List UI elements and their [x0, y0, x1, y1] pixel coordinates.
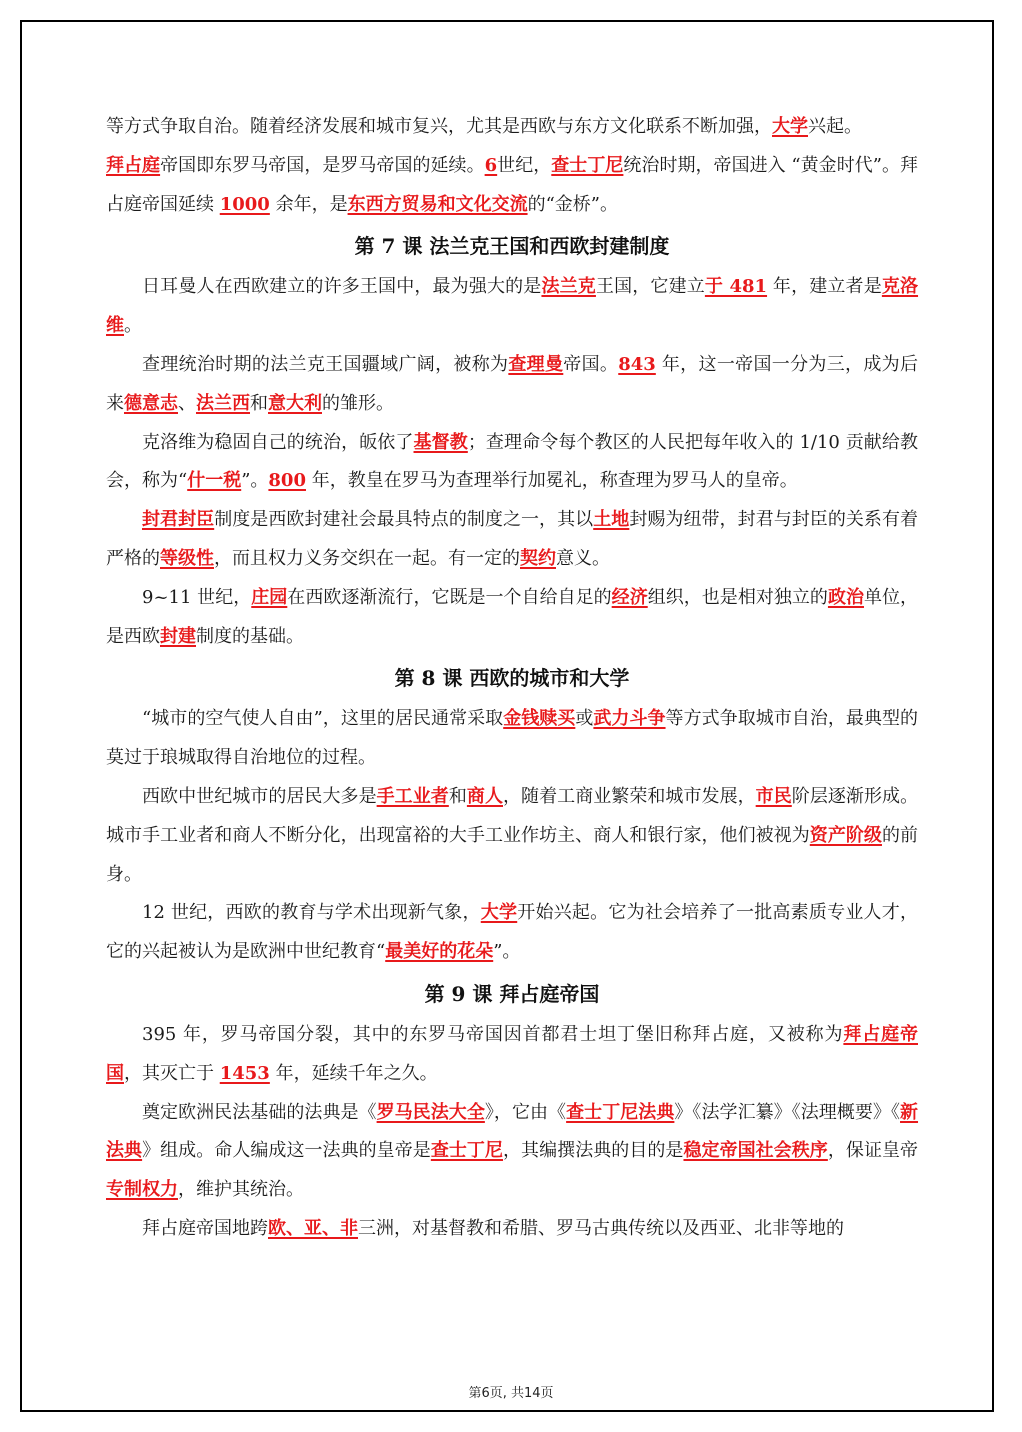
text-run: 西欧中世纪城市的居民大多是: [142, 785, 377, 807]
text-run: 制度是西欧封建社会最具特点的制度之一，其以: [214, 509, 594, 531]
key-term: 1000: [219, 193, 270, 215]
text-run: 统治时期，帝国进入 “黄金时代”。拜占庭帝国延续: [106, 154, 919, 215]
key-term: 罗马民法大全: [376, 1101, 485, 1123]
text-run: 开始兴起。它为社会培养了一批高素质专业人才，它的兴起被认为是欧洲中世纪教育“: [106, 902, 919, 963]
text-run: 和: [448, 785, 467, 807]
paragraph: [106, 346, 918, 424]
paragraph: [106, 579, 918, 657]
text-run: 年，延续千年之久。: [269, 1062, 438, 1084]
text-run: ，随着工商业繁荣和城市发展，: [503, 785, 756, 807]
text-run: 》组成。命人编成这一法典的皇帝是: [142, 1140, 431, 1162]
key-term: 等级性: [160, 547, 214, 569]
text-run: 的“金桥”。: [527, 193, 618, 215]
text-run: 。: [124, 315, 142, 337]
text-run: 日耳曼人在西欧建立的许多王国中，最为强大的是: [142, 276, 542, 298]
document-body: [106, 108, 918, 1249]
paragraph: [106, 1016, 918, 1094]
key-term: 什一税: [187, 470, 242, 492]
key-term: 封君封臣: [142, 509, 215, 531]
text-run: 在西欧逐渐流行，它既是一个自给自足的: [287, 586, 612, 608]
paragraph: [106, 268, 918, 346]
key-term: 最美好的花朵: [385, 941, 494, 963]
text-run: ，保证皇帝: [827, 1140, 919, 1162]
text-run: 帝国即东罗马帝国，是罗马帝国的延续。: [160, 154, 485, 176]
key-term: 800: [268, 470, 306, 492]
text-run: 的雏形。: [322, 392, 394, 414]
text-run: ，维护其统治。: [178, 1179, 304, 1201]
key-term: 于 481: [704, 276, 768, 298]
key-term: 查理曼: [508, 353, 564, 375]
key-term: 土地: [593, 509, 630, 531]
paragraph: [106, 501, 918, 579]
text-run: 12 世纪，西欧的教育与学术出现新气象，: [142, 902, 481, 924]
text-run: ；查理命令每个教区的人民把每年收入的 1/10 贡献给教会，称为“: [106, 431, 919, 492]
text-run: 单位，是西欧: [106, 586, 919, 647]
text-run: ，其灭亡于: [124, 1062, 220, 1084]
key-term: 市民: [755, 785, 792, 807]
key-term: 资产阶级: [809, 824, 882, 846]
key-term: 1453: [219, 1062, 270, 1084]
text-run: 年，教皇在罗马为查理举行加冕礼，称查理为罗马人的皇帝。: [305, 470, 798, 492]
paragraph: [106, 1210, 918, 1249]
key-term: 金钱赎买: [503, 708, 576, 730]
text-run: 》，它由《: [484, 1101, 567, 1123]
text-run: ”。: [241, 470, 269, 492]
text-run: 拜占庭帝国地跨: [142, 1217, 268, 1239]
text-run: 封赐为纽带，封君与封臣的关系有着严格的: [106, 509, 919, 569]
key-term: 政治: [827, 586, 864, 608]
text-run: 奠定欧洲民法基础的法典是《: [142, 1101, 377, 1123]
key-term: 意大利: [268, 392, 322, 414]
text-run: 帝国。: [563, 353, 619, 375]
text-run: ，而且权力义务交织在一起。有一定的: [214, 547, 520, 569]
page-footer: 第6页, 共14页: [468, 1386, 554, 1401]
text-run: 王国，它建立: [595, 276, 705, 298]
key-term: 法兰西: [196, 392, 250, 414]
text-run: “城市的空气使人自由”，这里的居民通常采取: [142, 708, 504, 730]
key-term: 新法典: [106, 1101, 919, 1162]
text-run: 、: [178, 392, 196, 414]
key-term: 专制权力: [106, 1179, 178, 1201]
key-term: 东西方贸易和文化交流: [347, 193, 528, 215]
key-term: 查士丁尼: [551, 154, 624, 176]
key-term: 查士丁尼法典: [566, 1101, 675, 1123]
text-run: 兴起。: [808, 116, 862, 137]
text-run: 等方式争取自治。随着经济发展和城市复兴，尤其是西欧与东方文化联系不断加强，: [106, 116, 772, 137]
key-term: 封建: [160, 625, 196, 647]
paragraph: [106, 108, 918, 147]
text-run: 9~11 世纪，: [142, 586, 252, 608]
lesson-heading: 第 8 课 西欧的城市和大学: [394, 666, 630, 691]
text-run: 》《法学汇纂》《法理概要》《: [674, 1101, 901, 1123]
key-term: 法兰克: [541, 276, 596, 298]
text-run: 意义。: [556, 547, 610, 569]
key-term: 武力斗争: [593, 708, 666, 730]
key-term: 6: [484, 154, 498, 176]
paragraph: [106, 1094, 918, 1210]
key-term: 经济: [611, 586, 648, 608]
key-term: 克洛维: [106, 276, 919, 337]
text-run: 三洲，对基督教和希腊、罗马古典传统以及西亚、北非等地的: [358, 1217, 844, 1239]
key-term: 拜占庭: [106, 154, 161, 176]
key-term: 德意志: [124, 392, 178, 414]
text-run: ”。: [493, 941, 521, 963]
text-run: 余年，是: [269, 193, 348, 215]
text-run: 395 年，罗马帝国分裂，其中的东罗马帝国因首都君士坦丁堡旧称拜占庭，又被称为: [142, 1023, 844, 1045]
paragraph: [106, 147, 918, 225]
text-run: 等方式争取城市自治，最典型的莫过于琅城取得自治地位的过程。: [106, 708, 919, 769]
paragraph: [106, 894, 918, 972]
text-run: 的前身。: [106, 824, 919, 885]
key-term: 商人: [466, 785, 503, 807]
text-run: 和: [250, 392, 268, 414]
key-term: 拜占庭帝国: [106, 1023, 918, 1084]
paragraph: [106, 778, 918, 894]
key-term: 欧、亚、非: [268, 1217, 358, 1239]
paragraph: [106, 700, 918, 778]
key-term: 契约: [520, 547, 556, 569]
key-term: 基督教: [413, 431, 468, 453]
text-run: 或: [575, 708, 594, 730]
text-run: 世纪，: [497, 154, 552, 176]
text-run: 查理统治时期的法兰克王国疆域广阔，被称为: [142, 353, 509, 375]
text-run: 阶层逐渐形成。城市手工业者和商人不断分化，出现富裕的大手工业作坊主、商人和银行家，他们被视为: [106, 785, 919, 846]
key-term: 稳定帝国社会秩序: [683, 1140, 828, 1162]
text-run: 制度的基础。: [196, 625, 304, 647]
text-run: 克洛维为稳固自己的统治，皈依了: [142, 431, 414, 453]
text-run: 组织，也是相对独立的: [647, 586, 828, 608]
text-run: 年，建立者是: [767, 276, 882, 298]
text-run: ，其编撰法典的目的是: [503, 1140, 684, 1162]
key-term: 843: [618, 353, 656, 375]
lesson-heading: 第 9 课 拜占庭帝国: [424, 981, 600, 1006]
lesson-heading: 第 7 课 法兰克王国和西欧封建制度: [354, 234, 670, 259]
key-term: 大学: [772, 116, 808, 137]
text-run: 年，这一帝国一分为三，成为后来: [106, 353, 918, 414]
key-term: 手工业者: [376, 785, 449, 807]
key-term: 庄园: [251, 586, 288, 608]
paragraph: [106, 424, 918, 502]
key-term: 查士丁尼: [430, 1140, 504, 1162]
key-term: 大学: [480, 902, 518, 924]
